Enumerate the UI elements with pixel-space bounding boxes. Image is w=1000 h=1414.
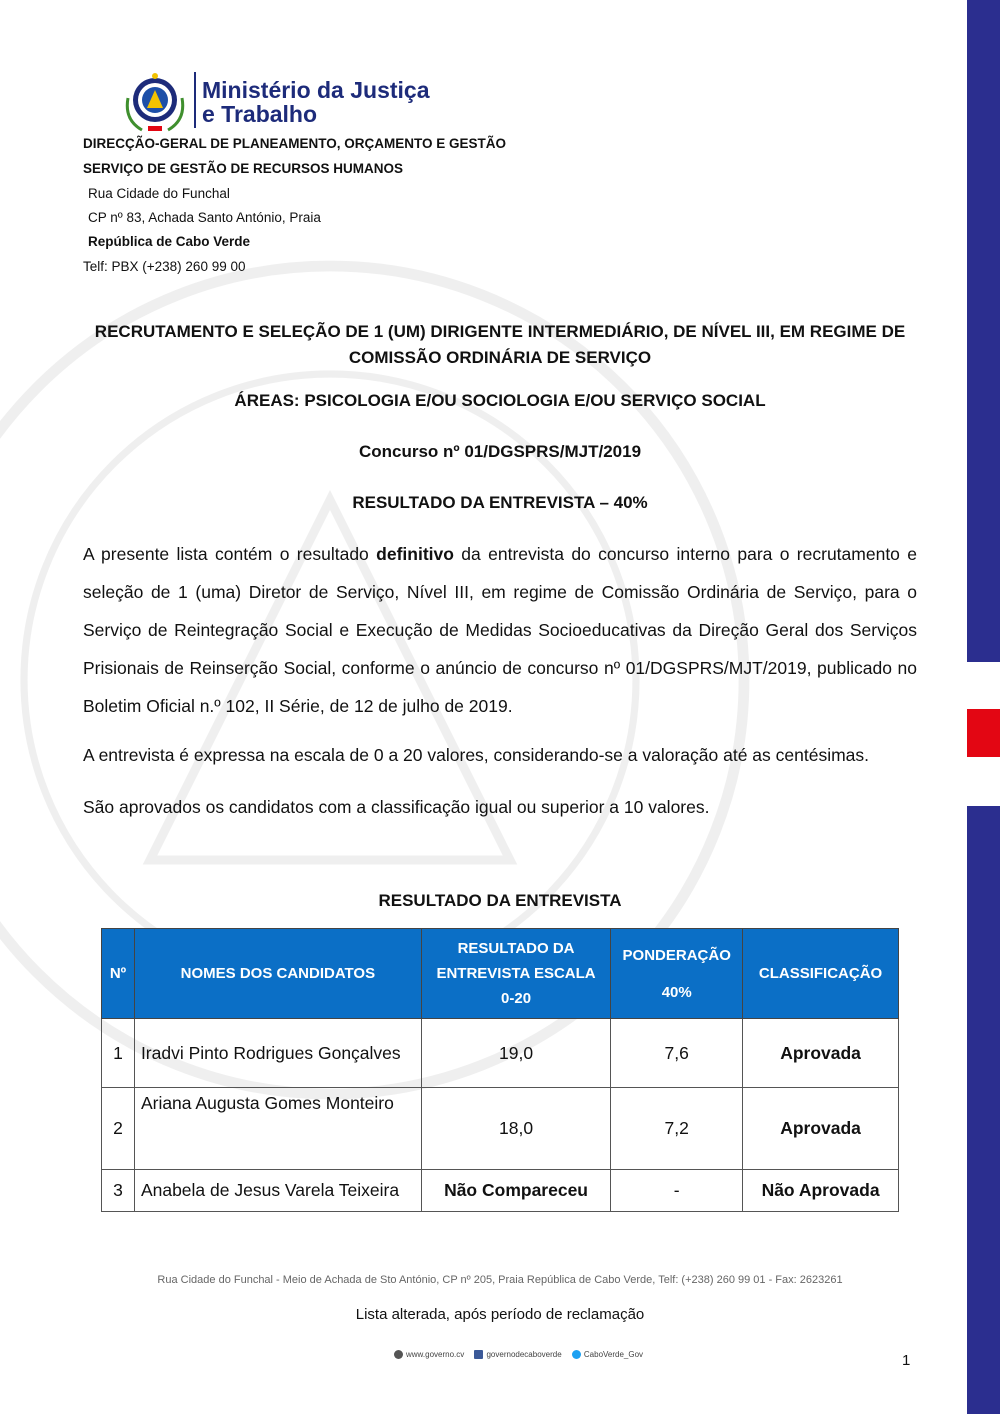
col-header-number: Nº — [102, 929, 135, 1019]
coat-of-arms-icon — [120, 68, 190, 136]
table-header-row — [102, 929, 899, 1019]
edge-bar-red — [967, 709, 1000, 757]
classification: Aprovada — [743, 1019, 899, 1088]
col-header-score-line2: ENTREVISTA ESCALA — [436, 965, 596, 982]
globe-icon — [394, 1350, 403, 1359]
dept-service: SERVIÇO DE GESTÃO DE RECURSOS HUMANOS — [83, 161, 404, 176]
col-header-score — [421, 929, 610, 1019]
interview-score: Não Compareceu — [421, 1170, 610, 1212]
table-row — [102, 1170, 899, 1212]
col-header-score-line1: RESULTADO DA — [457, 940, 575, 957]
logo-divider — [194, 72, 196, 128]
areas-title: ÁREAS: PSICOLOGIA E/OU SOCIOLOGIA E/OU SERVIÇO SOCIAL — [234, 391, 766, 410]
col-header-weight — [611, 929, 743, 1019]
ministry-name-line1: Ministério da Justiça — [202, 77, 430, 103]
dept-directorate: DIRECÇÃO-GERAL DE PLANEAMENTO, ORÇAMENTO E GESTÃO — [83, 136, 507, 151]
table-heading: RESULTADO DA ENTREVISTA — [378, 891, 622, 910]
col-header-weight-line1: PONDERAÇÃO — [622, 946, 731, 964]
twitter-link[interactable]: CaboVerde_Gov — [583, 1350, 644, 1359]
row-number: 3 — [102, 1170, 135, 1212]
result-title: RESULTADO DA ENTREVISTA – 40% — [352, 493, 648, 512]
footer-address: Rua Cidade do Funchal - Meio de Achada de Sto António, CP nº 205, Praia República de Cabo Verde, Telf: (+238) 260 99 01 - Fax: 2623261 — [157, 1274, 843, 1286]
row-number: 1 — [102, 1019, 135, 1088]
approval-paragraph: São aprovados os candidatos com a classificação igual ou superior a 10 valores. — [83, 797, 710, 817]
intro-text-bold: definitivo — [376, 544, 454, 564]
ministry-logo-text — [202, 78, 430, 126]
classification: Aprovada — [743, 1088, 899, 1170]
intro-paragraph — [83, 535, 917, 725]
weighted-score: 7,2 — [611, 1088, 743, 1170]
facebook-icon — [474, 1350, 483, 1359]
twitter-icon — [572, 1350, 581, 1359]
facebook-link[interactable]: governodecaboverde — [486, 1350, 562, 1359]
col-header-classification: CLASSIFICAÇÃO — [743, 929, 899, 1019]
competition-number: Concurso nº 01/DGSPRS/MJT/2019 — [358, 442, 642, 461]
social-links — [386, 1350, 643, 1359]
weighted-score: - — [611, 1170, 743, 1212]
address-cp: CP nº 83, Achada Santo António, Praia — [88, 210, 321, 225]
edge-bar-top — [967, 0, 1000, 662]
table-row — [102, 1088, 899, 1170]
table-row — [102, 1019, 899, 1088]
address-country: República de Cabo Verde — [88, 234, 251, 249]
classification: Não Aprovada — [743, 1170, 899, 1212]
intro-text-rest: da entrevista do concurso interno para o recrutamento e seleção de 1 (uma) Diretor de Serviço, Nível III, em regime de Comissão Ordinária de Serviço, para o Serviço de Reintegração Social e Execução de Medidas Socioeducativas da Direção Geral dos Serviços Prisionais de Reinserção Social, conforme o anúncio de concurso nº 01/DGSPRS/MJT/2019, publicado no Boletim Oficial n.º 102, II Série, de 12 de julho de 2019. — [83, 544, 917, 716]
page-number: 1 — [902, 1352, 911, 1369]
weighted-score: 7,6 — [611, 1019, 743, 1088]
footer-note: Lista alterada, após período de reclamação — [355, 1306, 645, 1323]
website-link[interactable]: www.governo.cv — [406, 1350, 465, 1359]
col-header-weight-line2: 40% — [661, 983, 692, 1001]
col-header-name: NOMES DOS CANDIDATOS — [134, 929, 421, 1019]
header-phone: Telf: PBX (+238) 260 99 00 — [83, 259, 246, 274]
scale-paragraph: A entrevista é expressa na escala de 0 a 20 valores, considerando-se a valoração até as centésimas. — [83, 745, 870, 765]
row-number: 2 — [102, 1088, 135, 1170]
intro-text-start: A presente lista contém o resultado — [83, 544, 369, 564]
candidate-name: Ariana Augusta Gomes Monteiro — [134, 1088, 421, 1170]
ministry-name-line2: e Trabalho — [202, 101, 318, 127]
address-street: Rua Cidade do Funchal — [88, 186, 230, 201]
candidate-name: Iradvi Pinto Rodrigues Gonçalves — [134, 1019, 421, 1088]
document-title: RECRUTAMENTO E SELEÇÃO DE 1 (UM) DIRIGENTE INTERMEDIÁRIO, DE NÍVEL III, EM REGIME DE COMISSÃO ORDINÁRIA DE SERVIÇO — [94, 322, 906, 367]
col-header-score-line3: 0-20 — [501, 990, 532, 1007]
candidate-name: Anabela de Jesus Varela Teixeira — [134, 1170, 421, 1212]
results-table — [101, 928, 899, 1212]
interview-score: 18,0 — [421, 1088, 610, 1170]
interview-score: 19,0 — [421, 1019, 610, 1088]
